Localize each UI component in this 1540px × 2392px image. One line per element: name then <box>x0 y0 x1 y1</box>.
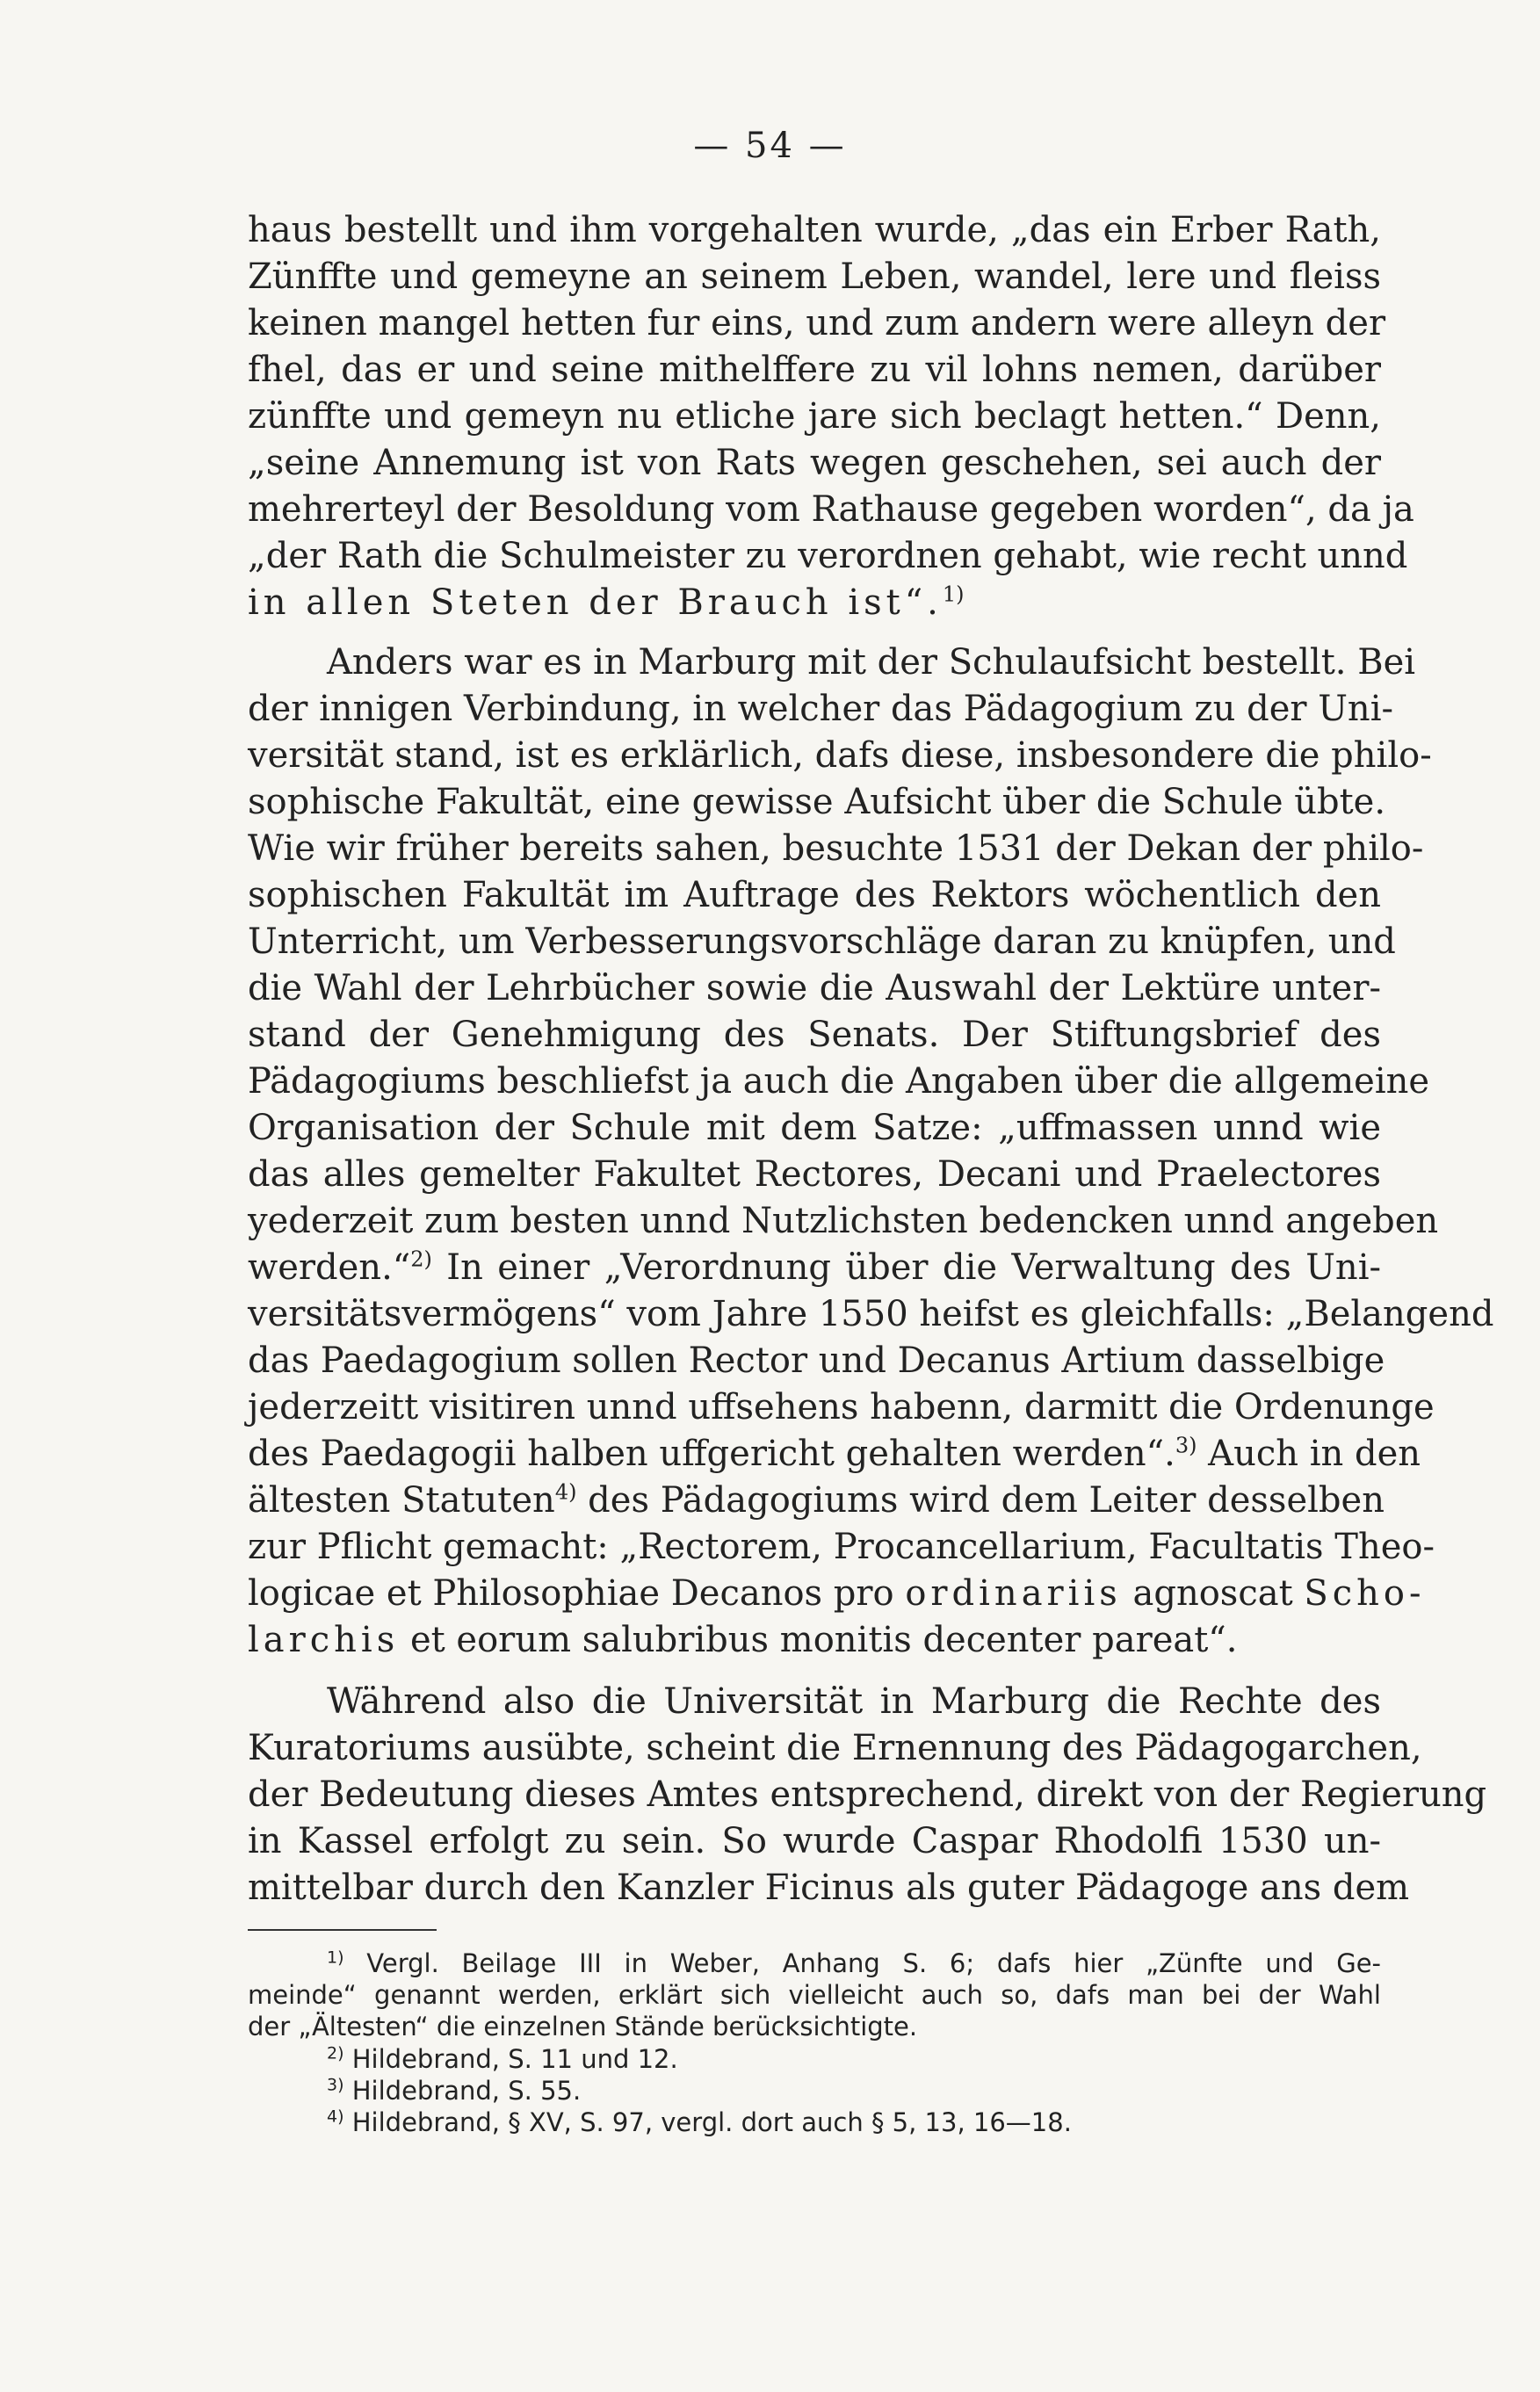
footnote-4 <box>327 2107 1381 2138</box>
text-segment: Auch in den <box>1197 1434 1421 1474</box>
text-line: yederzeit zum besten unnd Nutzlichsten bedencken unnd angeben <box>248 1201 1439 1241</box>
text-line: Pädagogiums beschliefst ja auch die Angaben über die allgemeine <box>248 1061 1430 1102</box>
spaced-text: in allen Steten der Brauch ist“. <box>248 582 943 623</box>
spaced-text: Scho- <box>1304 1573 1426 1614</box>
text-line: mittelbar durch den Kanzler Ficinus als guter Pädagoge ans dem <box>248 1868 1410 1908</box>
text-line: versitätsvermögens“ vom Jahre 1550 heifst es gleichfalls: „Belangend <box>248 1294 1494 1334</box>
text-line <box>248 1619 1381 1661</box>
text-line: zünffte und gemeyn nu etliche jare sich beclagt hetten.“ Denn, <box>248 396 1381 437</box>
text-line: haus bestellt und ihm vorgehalten wurde, „das ein Erber Rath, <box>248 210 1381 250</box>
footnote-marker: 3) <box>327 2075 344 2095</box>
text-line: Unterricht, um Verbesserungsvorschläge daran zu knüpfen, und <box>248 921 1396 962</box>
text-line: Während also die Universität in Marburg die Rechte des <box>327 1681 1381 1722</box>
text-line: sophische Fakultät, eine gewisse Aufsicht über die Schule übte. <box>248 782 1386 822</box>
text-segment: et eorum salubribus monitis decenter pareat“. <box>399 1620 1238 1660</box>
text-line: versität stand, ist es erklärlich, dafs diese, insbesondere die philo- <box>248 735 1432 776</box>
footnote-1 <box>327 1948 1381 1979</box>
footnote-text: Hildebrand, § XV, S. 97, vergl. dort auch § 5, 13, 16—18. <box>351 2107 1072 2137</box>
text-line <box>248 1247 1381 1289</box>
spaced-text: ordinariis <box>905 1573 1122 1614</box>
footnote-marker: 4) <box>327 2107 344 2127</box>
text-line: in Kassel erfolgt zu sein. So wurde Caspar Rhodolfi 1530 un- <box>248 1821 1381 1861</box>
footnote-divider <box>248 1929 437 1931</box>
text-line: das alles gemelter Fakultet Rectores, Decani und Praelectores <box>248 1154 1381 1195</box>
spaced-text: larchis <box>248 1620 400 1660</box>
text-line: jederzeitt visitiren unnd uffsehens habenn, darmitt die Ordenunge <box>248 1387 1435 1427</box>
text-line: die Wahl der Lehrbücher sowie die Auswahl der Lektüre unter- <box>248 968 1381 1008</box>
text-line: der innigen Verbindung, in welcher das Pädagogium zu der Uni- <box>248 689 1394 729</box>
text-line: fhel, das er und seine mithelffere zu vil lohns nemen, darüber <box>248 350 1381 390</box>
footnote-ref: 4) <box>554 1479 577 1505</box>
text-line <box>248 1479 1385 1521</box>
text-line: keinen mangel hetten fur eins, und zum andern were alleyn der <box>248 303 1386 343</box>
text-line: Wie wir früher bereits sahen, besuchte 1531 der Dekan der philo- <box>248 828 1424 869</box>
text-line: „seine Annemung ist von Rats wegen geschehen, sei auch der <box>248 443 1381 483</box>
text-line: Kuratoriums ausübte, scheint die Ernennung des Pädagogarchen, <box>248 1728 1422 1768</box>
footnote-text: meinde“ genannt werden, erklärt sich vielleicht auch so, dafs man bei der Wahl <box>248 1980 1381 2010</box>
text-line <box>248 1433 1421 1475</box>
text-line: Zünffte und gemeyne an seinem Leben, wandel, lere und fleiss <box>248 257 1381 297</box>
footnote-ref: 1) <box>942 582 965 607</box>
footnote-ref: 3) <box>1175 1433 1197 1458</box>
text-segment: des Paedagogii halben uffgericht gehalten werden“. <box>248 1434 1175 1474</box>
footnote-text: Hildebrand, S. 55. <box>351 2076 582 2106</box>
text-segment: In einer „Verordnung über die Verwaltung des Uni- <box>431 1247 1381 1288</box>
text-segment: agnoscat <box>1121 1573 1305 1614</box>
footnote-2 <box>327 2043 1381 2075</box>
footnote-text: Vergl. Beilage III in Weber, Anhang S. 6; dafs hier „Zünfte und Ge- <box>366 1948 1382 1978</box>
text-line: der Bedeutung dieses Amtes entsprechend, direkt von der Regierung <box>248 1774 1487 1815</box>
text-line: zur Pflicht gemacht: „Rectorem, Procancellarium, Facultatis Theo- <box>248 1527 1435 1567</box>
text-line: das Paedagogium sollen Rector und Decanus Artium dasselbige <box>248 1341 1385 1381</box>
text-segment: werden.“ <box>248 1247 411 1288</box>
text-segment: des Pädagogiums wird dem Leiter desselben <box>576 1480 1385 1521</box>
text-line <box>248 1572 1426 1615</box>
footnote-ref: 2) <box>410 1247 432 1272</box>
text-line: Organisation der Schule mit dem Satze: „uffmassen unnd wie <box>248 1108 1381 1148</box>
page-number: — 54 — <box>693 126 847 166</box>
footnote-marker: 2) <box>327 2043 344 2063</box>
text-line: sophischen Fakultät im Auftrage des Rektors wöchentlich den <box>248 875 1381 915</box>
text-segment: ältesten Statuten <box>248 1480 555 1521</box>
footnote-marker: 1) <box>327 1948 344 1968</box>
text-segment: logicae et Philosophiae Decanos pro <box>248 1573 906 1614</box>
text-line: Anders war es in Marburg mit der Schulaufsicht bestellt. Bei <box>327 642 1416 683</box>
footnote-text: Hildebrand, S. 11 und 12. <box>351 2044 678 2074</box>
text-line <box>248 582 1381 624</box>
footnote-text: der „Ältesten“ die einzelnen Stände berücksichtigte. <box>248 2012 918 2042</box>
text-line: stand der Genehmigung des Senats. Der Stiftungsbrief des <box>248 1015 1381 1055</box>
footnote-3 <box>327 2075 1381 2107</box>
text-line: mehrerteyl der Besoldung vom Rathause gegeben worden“, da ja <box>248 489 1414 530</box>
text-line: „der Rath die Schulmeister zu verordnen gehabt, wie recht unnd <box>248 536 1408 576</box>
